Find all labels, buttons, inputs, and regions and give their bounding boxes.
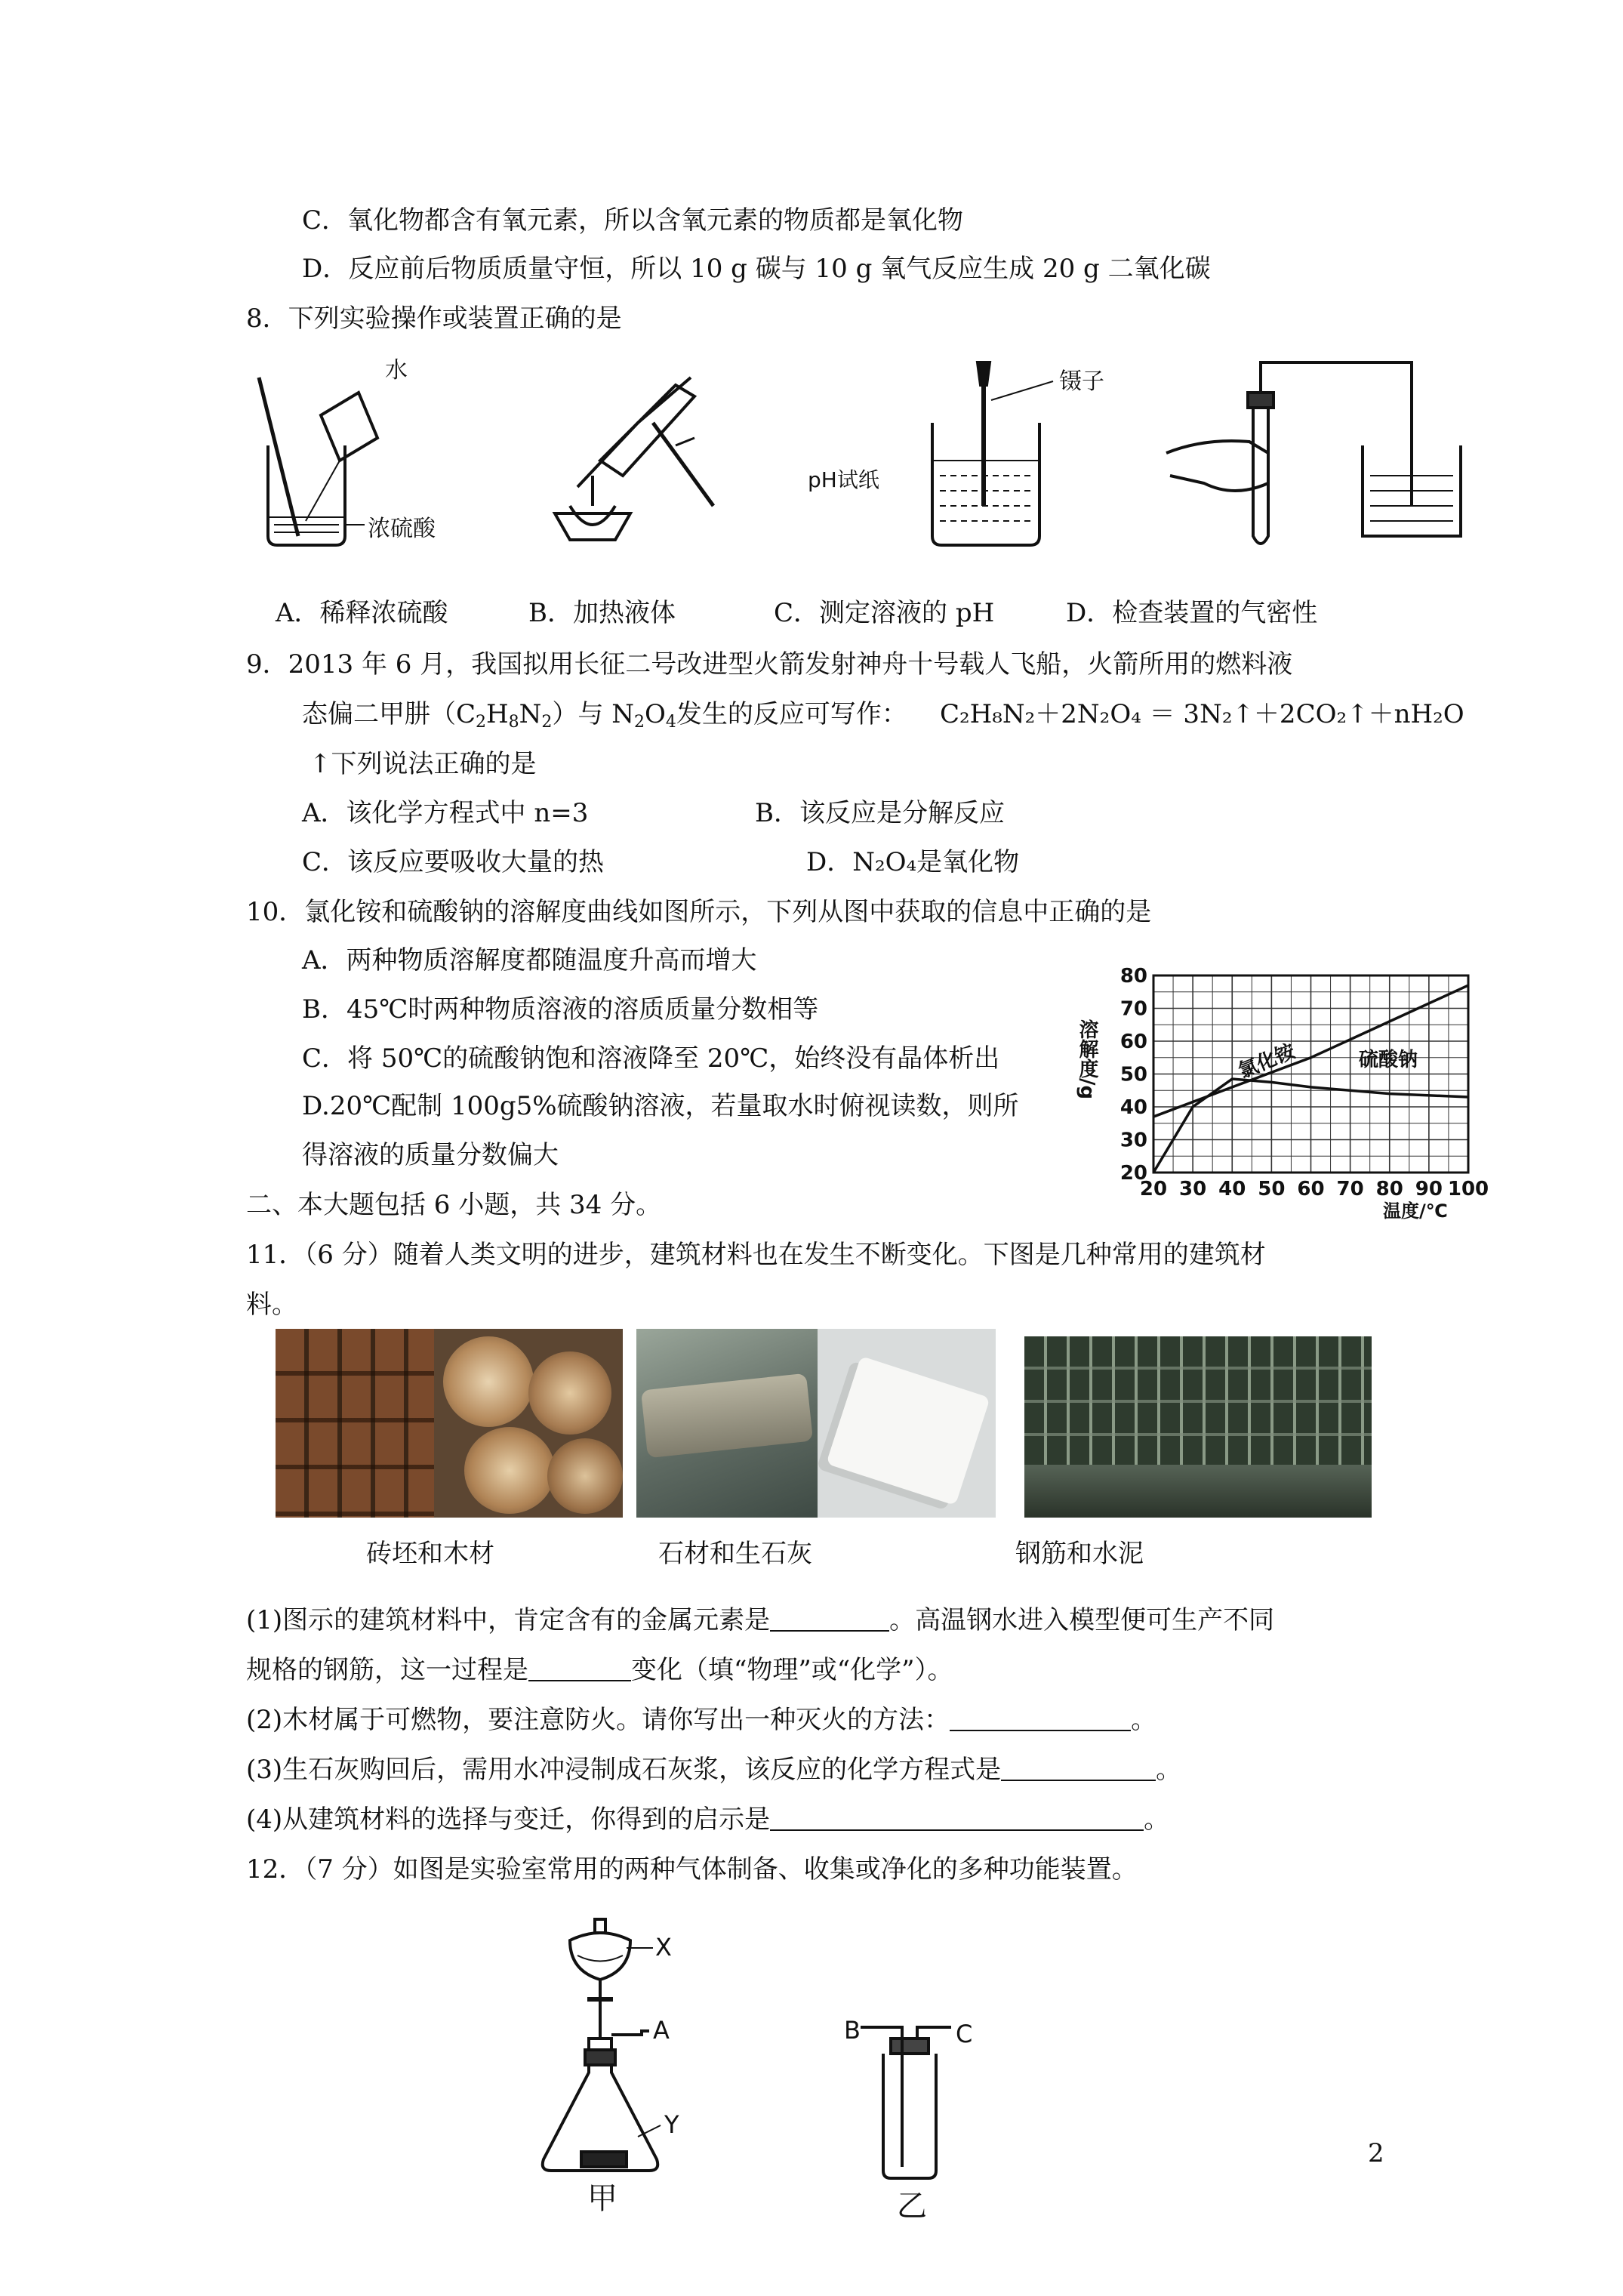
q12-apparatus-figure [536,1910,1027,2220]
y-tick-label: 40 [1119,1096,1147,1119]
q9-stem-line1: 9．2013 年 6 月，我国拟用长征二号改进型火箭发射神舟十号载人飞船，火箭所用的燃料液 [246,649,1293,680]
q9-equation: C₂H₈N₂＋2N₂O₄ ＝ 3N₂↑＋2CO₂↑＋nH₂O [940,699,1464,729]
caption-rebar-cement: 钢筋和水泥 [1015,1539,1144,1569]
bricks-and-wood-photo [276,1329,623,1518]
q11-part4: (4)从建筑材料的选择与变迁，你得到的启示是 。 [246,1804,1170,1835]
x-tick-label: 60 [1297,1178,1325,1200]
q10-option-a: A．两种物质溶解度都随温度升高而增大 [302,945,757,975]
label-x: X [655,1933,672,1962]
y-tick-label: 70 [1119,997,1147,1021]
q8-option-c: C．测定溶液的 pH [774,598,995,628]
q7-option-d: D．反应前后物质质量守恒，所以 10 g 碳与 10 g 氧气反应生成 20 g 二氧化碳 [302,254,1211,284]
heat-liquid-figure [555,378,713,540]
x-tick-label: 40 [1218,1178,1246,1200]
page-number: 2 [1368,2138,1384,2168]
x-tick-label: 80 [1375,1178,1403,1200]
q11-stem-line2: 料。 [246,1290,297,1320]
q11-stem-line1: 11．（6 分）随着人类文明的进步，建筑材料也在发生不断变化。下图是几种常用的建筑材 [246,1240,1266,1270]
q12-stem: 12．（7 分）如图是实验室常用的两种气体制备、收集或净化的多种功能装置。 [246,1854,1138,1885]
answer-blank-insight[interactable] [770,1807,1144,1831]
label-c: C [956,2020,973,2048]
q11-part1-line2: 规格的钢筋，这一过程是 变化（填“物理”或“化学”）。 [246,1655,953,1685]
q8-option-b: B．加热液体 [528,598,676,628]
legend-sodium-sulfate: 硫酸钠 [1359,1049,1418,1071]
q11-part1-line1: (1)图示的建筑材料中，肯定含有的金属元素是 。高温钢水进入模型便可生产不同 [246,1605,1275,1635]
chart-grid [1153,975,1468,1173]
caption-stone-quicklime: 石材和生石灰 [658,1539,812,1569]
solubility-chart [1072,959,1495,1223]
caption-bricks-wood: 砖坯和木材 [366,1539,494,1569]
q10-option-c: C．将 50℃的硫酸钠饱和溶液降至 20℃，始终没有晶体析出 [302,1043,1000,1074]
water-label: 水 [385,357,408,384]
label-a: A [653,2016,670,2045]
acid-label: 浓硫酸 [368,516,436,542]
y-tick-label: 60 [1119,1031,1147,1053]
q9-stem-line3: ↑下列说法正确的是 [310,749,537,779]
label-b: B [844,2016,861,2045]
stone-and-quicklime-photo [636,1329,996,1518]
q8-figures [253,355,1491,559]
label-y: Y [664,2110,679,2139]
q9-option-a: A．该化学方程式中 n=3 [302,798,589,828]
q10-stem: 10．氯化铵和硫酸钠的溶解度曲线如图所示，下列从图中获取的信息中正确的是 [246,897,1152,927]
airtight-check-figure [1166,362,1461,544]
q9-option-c: C．该反应要吸收大量的热 [302,847,605,877]
section-2-heading: 二、本大题包括 6 小题，共 34 分。 [246,1190,662,1220]
q9-option-d: D．N₂O₄是氧化物 [806,847,1020,877]
x-tick-label: 50 [1258,1178,1286,1200]
label-jia: 甲 [587,2181,617,2216]
y-tick-label: 20 [1119,1162,1147,1185]
q8-stem: 8．下列实验操作或装置正确的是 [246,304,622,334]
x-tick-label: 20 [1139,1178,1168,1200]
answer-blank-fire-method[interactable] [950,1707,1131,1731]
q11-part3: (3)生石灰购回后，需用水冲浸制成石灰浆，该反应的化学方程式是 。 [246,1755,1182,1785]
ph-test-figure [932,362,1053,545]
answer-blank-equation[interactable] [1001,1757,1156,1781]
q10-option-b: B．45℃时两种物质溶液的溶质质量分数相等 [302,994,819,1025]
answer-blank-change-type[interactable] [528,1657,631,1681]
q8-option-d: D．检查装置的气密性 [1066,598,1318,628]
x-tick-label: 90 [1415,1178,1443,1200]
dilute-acid-figure [259,378,377,545]
x-tick-label: 70 [1336,1178,1364,1200]
x-tick-label: 30 [1179,1178,1207,1200]
q11-part2: (2)木材属于可燃物，要注意防火。请你写出一种灭火的方法： 。 [246,1705,1157,1735]
q8-option-a: A．稀释浓硫酸 [276,598,448,628]
apparatus-yi [861,2027,951,2178]
chart-ylabel: 溶解度/g [1076,1019,1098,1100]
q9-stem-line2: 态偏二甲肼$(C_2H_8N_2)$与 $N_2O_4$发生的反应可写作： [302,699,907,732]
tweezers-label: 镊子 [1059,368,1104,395]
apparatus-jia [543,1919,661,2171]
ph-paper-label: pH试纸 [808,467,879,492]
legend-ammonium-chloride: 氯化铵 [1235,1040,1298,1083]
y-tick-label: 50 [1119,1063,1147,1086]
q10-option-d-line2: 得溶液的质量分数偏大 [302,1140,559,1170]
x-tick-label: 100 [1447,1178,1489,1200]
q10-option-d-line1: D.20℃配制 100g5%硫酸钠溶液，若量取水时俯视读数，则所 [302,1091,1019,1121]
q7-option-c: C．氧化物都含有氧元素，所以含氧元素的物质都是氧化物 [302,205,964,236]
answer-blank-metal-element[interactable] [770,1607,889,1632]
y-tick-label: 80 [1119,965,1147,988]
chart-xlabel: 温度/℃ [1383,1200,1448,1222]
y-tick-label: 30 [1119,1129,1147,1152]
rebar-and-cement-photo [1024,1336,1372,1518]
label-yi: 乙 [897,2189,927,2220]
q9-option-b: B．该反应是分解反应 [755,798,1005,828]
